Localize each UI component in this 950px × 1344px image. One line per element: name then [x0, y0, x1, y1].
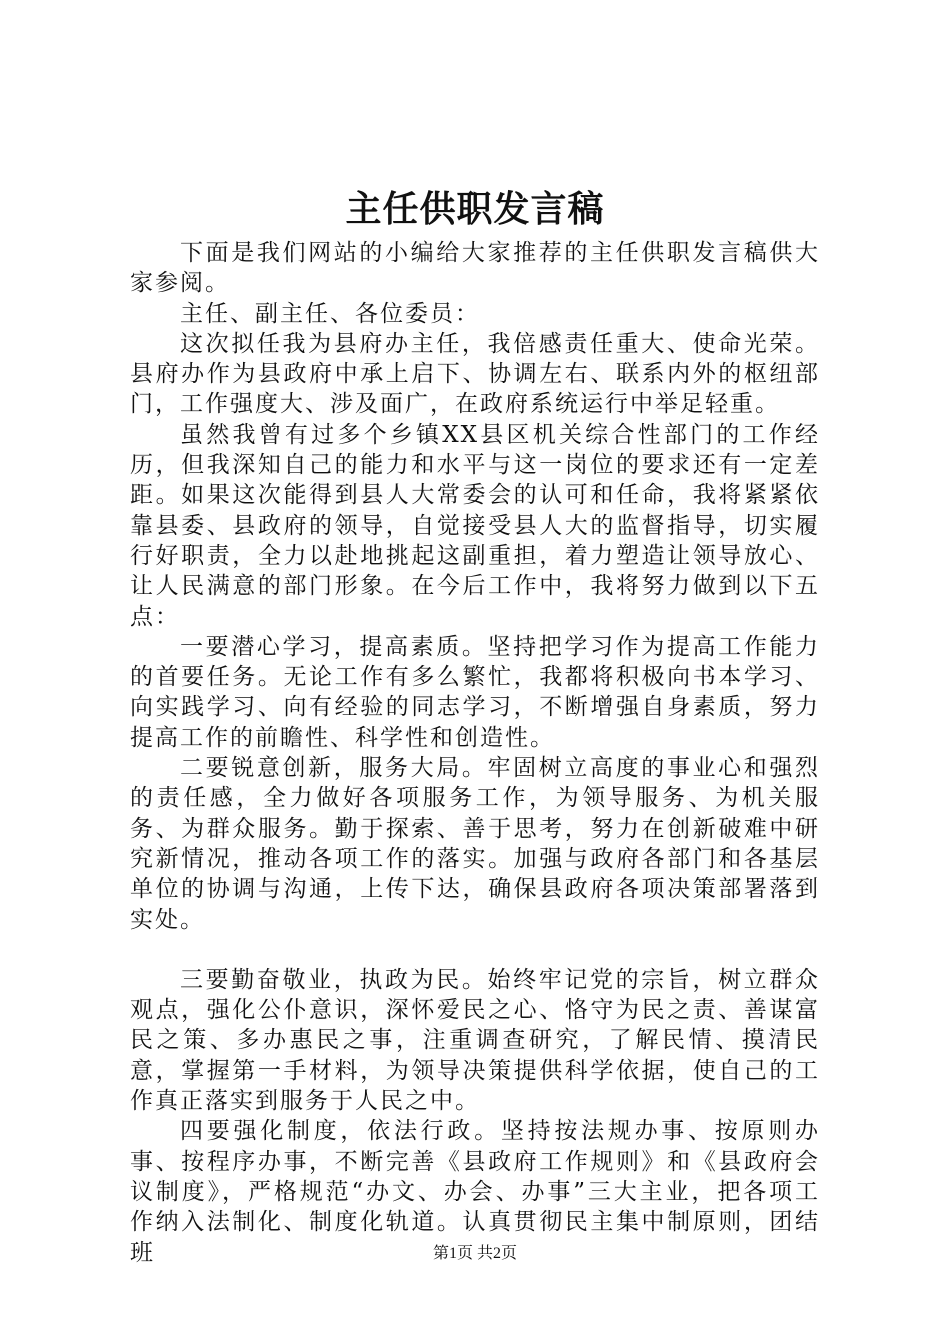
document-body [130, 238, 820, 1268]
body-paragraph: 四要强化制度，依法行政。坚持按法规办事、按原则办事、按程序办事，不断完善《县政府工作规则》和《县政府会议制度》，严格规范“办文、办会、办事”三大主业，把各项工作纳入法制化、制度化轨道。认真贯彻民主集中制原则，团结班 [130, 1118, 820, 1266]
page-number-footer: 第1页 共2页 [432, 1245, 517, 1262]
body-paragraph: 这次拟任我为县府办主任，我倍感责任重大、使命光荣。县府办作为县政府中承上启下、协调左右、联系内外的枢纽部门，工作强度大、涉及面广，在政府系统运行中举足轻重。 [130, 330, 820, 418]
body-paragraph: 一要潜心学习，提高素质。坚持把学习作为提高工作能力的首要任务。无论工作有多么繁忙，我都将积极向书本学习、向实践学习、向有经验的同志学习，不断增强自身素质，努力提高工作的前瞻性、科学性和创造性。 [130, 633, 820, 751]
body-paragraph: 二要锐意创新，服务大局。牢固树立高度的事业心和强烈的责任感，全力做好各项服务工作，为领导服务、为机关服务、为群众服务。勤于探索、善于思考，努力在创新破难中研究新情况，推动各项工作的落实。加强与政府各部门和各基层单位的协调与沟通，上传下达，确保县政府各项决策部署落到实处。 [130, 755, 820, 933]
body-paragraph: 三要勤奋敬业，执政为民。始终牢记党的宗旨，树立群众观点，强化公仆意识，深怀爱民之心、恪守为民之责、善谋富民之策、多办惠民之事，注重调查研究，了解民情、摸清民意，掌握第一手材料，为领导决策提供科学依据，使自己的工作真正落实到服务于人民之中。 [130, 966, 820, 1115]
body-paragraph: 虽然我曾有过多个乡镇XX县区机关综合性部门的工作经历，但我深知自己的能力和水平与这一岗位的要求还有一定差距。如果这次能得到县人大常委会的认可和任命，我将紧紧依靠县委、县政府的领导，自觉接受县人大的监督指导，切实履行好职责，全力以赴地挑起这副重担，着力塑造让领导放心、让人民满意的部门形象。在今后工作中，我将努力做到以下五点： [130, 421, 820, 630]
intro-paragraph: 下面是我们网站的小编给大家推荐的主任供职发言稿供大家参阅。 [130, 240, 820, 297]
document-title: 主任供职发言稿 [345, 188, 605, 230]
salutation-paragraph: 主任、副主任、各位委员： [180, 300, 480, 327]
